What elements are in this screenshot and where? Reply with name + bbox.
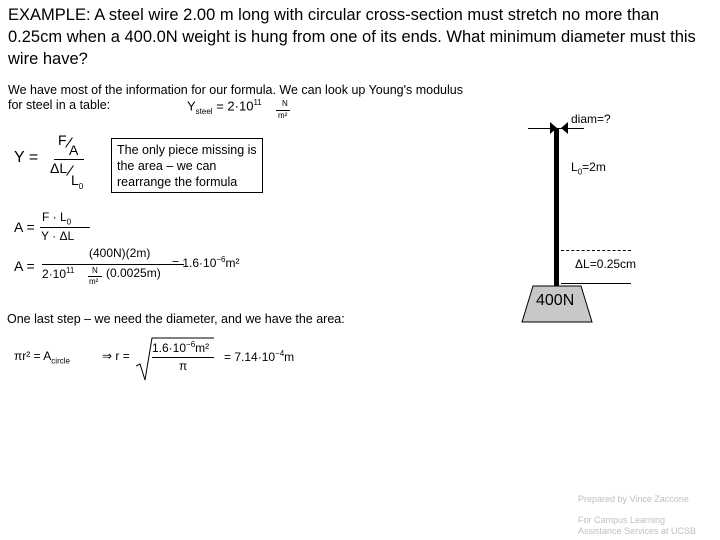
original-length-letter: L: [71, 172, 79, 188]
radius-fraction-bar: [152, 357, 214, 358]
diameter-arrow-right: [561, 122, 568, 134]
length-label: [571, 160, 606, 176]
radius-result-unit: m: [284, 350, 295, 364]
radius-denominator: π: [179, 359, 188, 373]
radius-equation-mid: ⇒ r =: [102, 349, 130, 363]
length-label-value: =2m: [582, 160, 606, 174]
weight-label: 400N: [536, 292, 575, 309]
young-unit-denominator: m²: [278, 111, 288, 120]
area-denominator-unit-denominator: m²: [89, 277, 99, 286]
delta-l-symbol: ΔL: [50, 160, 68, 176]
radius-numerator-value: 1.6·10: [152, 341, 187, 355]
area-calculation: [14, 246, 274, 294]
radius-equation-lhs: [14, 349, 70, 365]
area-formula-numerator: [42, 210, 71, 226]
area-result-value: = 1.6·10: [172, 256, 217, 270]
force-symbol: F: [58, 132, 67, 148]
radius-equation: [14, 336, 314, 382]
area-calculation-bar: [42, 264, 184, 265]
area-formula-bar: [40, 227, 90, 228]
length-label-subscript: 0: [577, 167, 583, 177]
steel-wire: [554, 128, 559, 288]
area-formula-numerator-subscript: 0: [66, 217, 72, 227]
area-formula-denominator: Y · ΔL: [41, 229, 75, 243]
footer-org-line2: Assistance Services at UCSB: [578, 526, 697, 536]
stretch-top-dashed-line: [561, 250, 631, 251]
length-label-letter: L: [571, 160, 578, 174]
young-symbol: Y: [187, 98, 196, 114]
area-calculation-result: [172, 255, 240, 270]
area-denominator-value: 2·10: [42, 267, 67, 281]
original-length-symbol: [71, 172, 83, 191]
radius-result-exponent: −4: [275, 349, 285, 358]
original-length-subscript: 0: [78, 181, 84, 191]
radius-numerator-exponent: −6: [186, 340, 196, 349]
area-calculation-denominator: [42, 266, 74, 281]
radius-result: [224, 349, 294, 364]
area-result-unit: m²: [225, 256, 240, 270]
area-formula: [14, 210, 104, 250]
footer-credit: Prepared by Vince Zaccone: [578, 494, 689, 504]
footer-org-line1: For Campus Learning: [578, 515, 666, 525]
area-symbol: A: [69, 142, 79, 158]
area-formula-numerator-text: F · L: [42, 210, 67, 224]
callout-box: The only piece missing is the area – we can rearrange the formula: [111, 138, 263, 193]
youngs-formula-lhs: Y =: [14, 149, 39, 166]
youngs-modulus-equation: [187, 98, 262, 116]
youngs-formula: [14, 132, 114, 192]
area-denominator-exponent: 11: [66, 266, 75, 275]
intro-text: We have most of the information for our formula. We can look up Young's modulus for steel in a table:: [8, 83, 463, 112]
area-denominator-stretch: (0.0025m): [106, 266, 161, 280]
radius-result-value: = 7.14·10: [224, 350, 276, 364]
stretch-bottom-line: [561, 283, 631, 284]
radius-numerator: [152, 340, 209, 355]
area-calculation-lhs: A =: [14, 258, 35, 274]
stretch-label: ΔL=0.25cm: [575, 257, 637, 271]
young-exponent: 11: [253, 98, 262, 107]
young-unit-numerator: N: [282, 99, 288, 108]
young-subscript: steel: [195, 106, 213, 116]
problem-statement: EXAMPLE: A steel wire 2.00 m long with circular cross-section must stretch no more than 0.25cm when a 400.0N weight is hung from one of its ends. What minimum diameter must this wire have?: [8, 6, 696, 68]
radius-lhs-subscript: circle: [51, 356, 70, 366]
area-result-exponent: −6: [216, 255, 226, 264]
area-denominator-unit-numerator: N: [92, 266, 98, 275]
area-formula-lhs: A =: [14, 219, 35, 235]
diameter-label: diam=?: [571, 112, 611, 126]
young-value: = 2·10: [216, 98, 254, 114]
area-calculation-numerator: (400N)(2m): [89, 246, 151, 260]
last-step-text: One last step – we need the diameter, and we have the area:: [7, 312, 345, 326]
radius-numerator-unit: m²: [195, 341, 210, 355]
radius-lhs-text: πr² = A: [14, 349, 52, 363]
